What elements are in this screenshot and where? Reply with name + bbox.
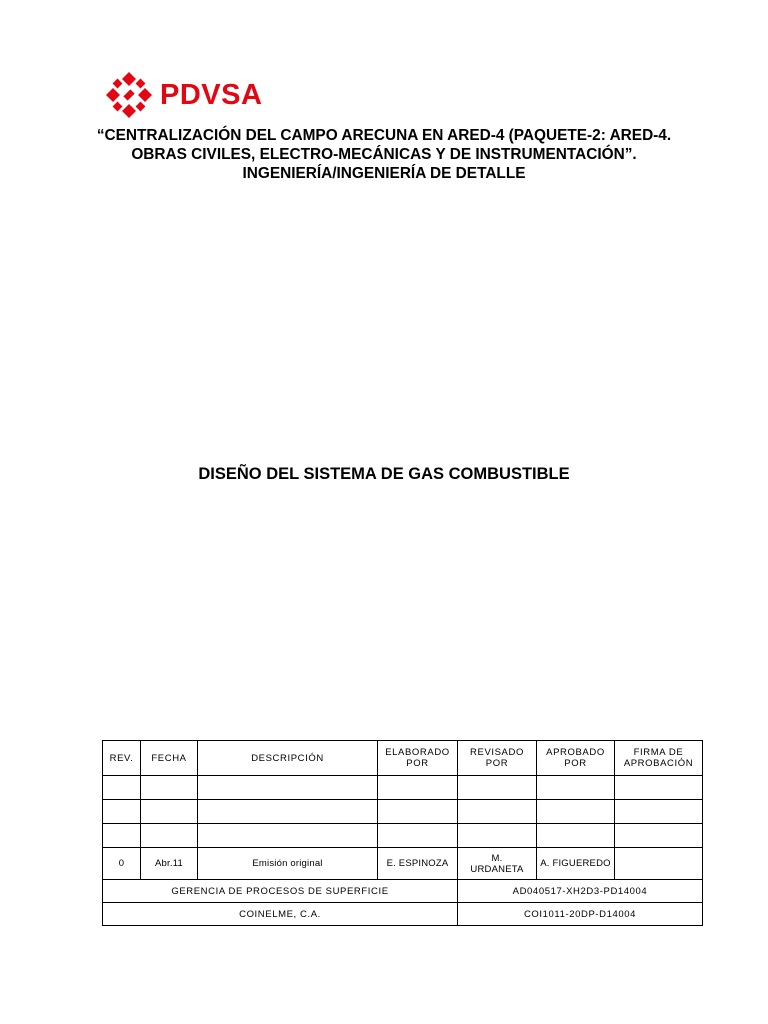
table-cell	[458, 800, 537, 824]
cell-revisado-line1: M.	[491, 852, 503, 864]
table-cell	[537, 824, 615, 848]
header-fecha: FECHA	[141, 741, 198, 776]
header-firma	[615, 741, 703, 776]
header-aprobado-line2: POR	[564, 758, 587, 769]
table-row-revision	[103, 848, 703, 880]
header-rev: REV.	[103, 741, 141, 776]
table-footer-row	[103, 880, 703, 903]
document-title: DISEÑO DEL SISTEMA DE GAS COMBUSTIBLE	[198, 465, 570, 483]
cell-gerencia: GERENCIA DE PROCESOS DE SUPERFICIE	[103, 880, 458, 903]
header-aprobado-line1: APROBADO	[546, 747, 605, 758]
header-firma-line2: APROBACIÓN	[623, 758, 694, 769]
cell-revisado-line2: URDANETA	[470, 863, 524, 875]
table-cell	[378, 824, 458, 848]
cell-aprobado: A. FIGUEREDO	[537, 848, 615, 880]
logo-text: PDVSA	[160, 78, 263, 111]
table-footer-row	[103, 903, 703, 926]
header-elaborado-line1: ELABORADO	[385, 747, 450, 758]
table-cell	[458, 824, 537, 848]
project-title-line: INGENIERÍA/INGENIERÍA DE DETALLE	[242, 165, 526, 182]
table-cell	[198, 776, 378, 800]
header-revisado	[458, 741, 537, 776]
cell-firma	[615, 848, 703, 880]
header-descripcion: DESCRIPCIÓN	[198, 741, 378, 776]
header-revisado-line1: REVISADO	[470, 747, 524, 758]
header-revisado-line2: POR	[485, 758, 509, 769]
table-cell	[615, 824, 703, 848]
project-title-line: OBRAS CIVILES, ELECTRO-MECÁNICAS Y DE INSTRUMENTACIÓN”.	[131, 146, 637, 163]
table-cell	[103, 824, 141, 848]
cell-pdvsa-code: AD040517-XH2D3-PD14004	[458, 880, 703, 903]
table-cell	[615, 800, 703, 824]
table-header-row	[103, 741, 703, 776]
table-row-empty	[103, 824, 703, 848]
table-cell	[198, 824, 378, 848]
cell-elaborado: E. ESPINOZA	[378, 848, 458, 880]
revision-table	[102, 740, 703, 926]
table-cell	[537, 800, 615, 824]
header-firma-line1: FIRMA DE	[633, 747, 684, 758]
cell-contractor-code: COI1011-20DP-D14004	[458, 903, 703, 926]
table-row-empty	[103, 776, 703, 800]
cell-empresa: COINELME, C.A.	[103, 903, 458, 926]
cell-fecha: Abr.11	[141, 848, 198, 880]
table-cell	[378, 800, 458, 824]
table-row-empty	[103, 800, 703, 824]
table-cell	[198, 800, 378, 824]
cell-rev: 0	[103, 848, 141, 880]
pdvsa-logo	[104, 70, 262, 120]
table-cell	[141, 776, 198, 800]
cell-descripcion: Emisión original	[198, 848, 378, 880]
header-elaborado-line2: POR	[406, 758, 429, 769]
header-elaborado	[378, 741, 458, 776]
table-cell	[103, 800, 141, 824]
cell-revisado	[458, 848, 537, 880]
table-cell	[141, 800, 198, 824]
table-cell	[141, 824, 198, 848]
table-cell	[378, 776, 458, 800]
project-title-line: “CENTRALIZACIÓN DEL CAMPO ARECUNA EN ARED-4 (PAQUETE-2: ARED-4.	[96, 127, 672, 144]
table-cell	[103, 776, 141, 800]
pdvsa-logo-icon	[104, 70, 154, 120]
project-title	[60, 126, 708, 183]
header-aprobado	[537, 741, 615, 776]
table-cell	[458, 776, 537, 800]
table-cell	[615, 776, 703, 800]
table-cell	[537, 776, 615, 800]
